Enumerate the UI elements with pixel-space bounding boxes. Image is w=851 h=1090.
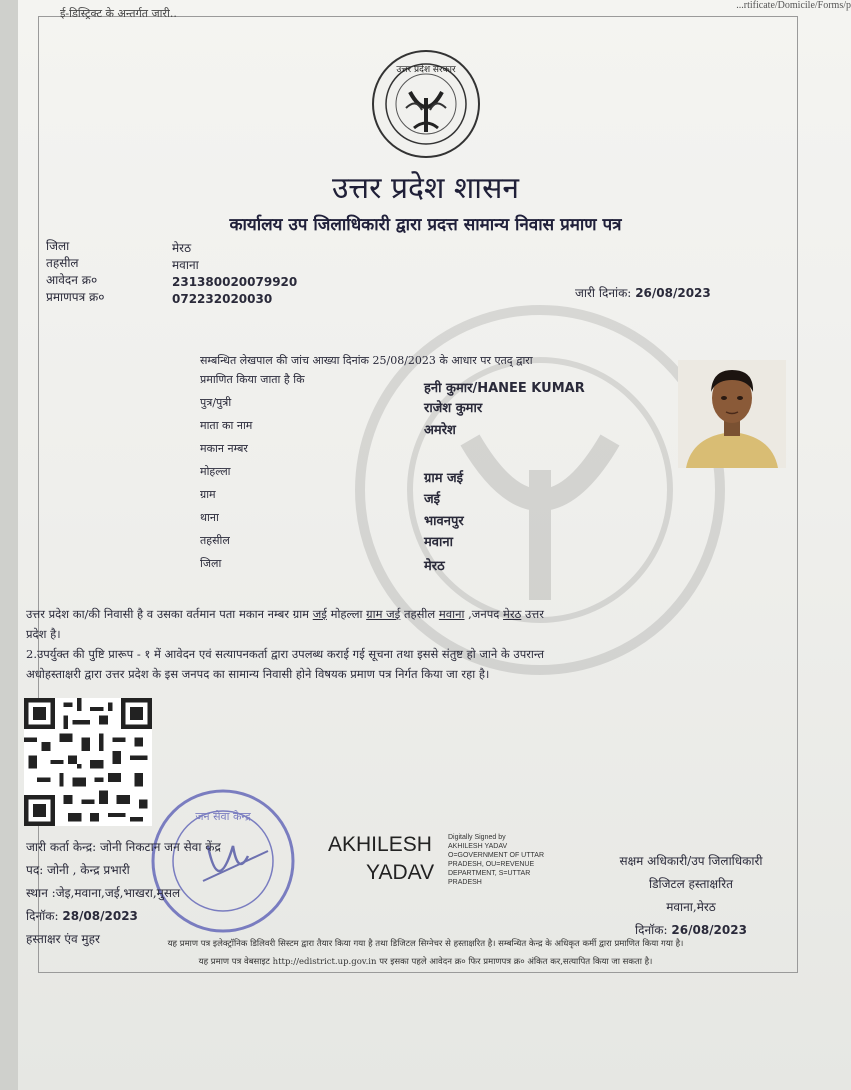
meta-value-certificate-no: 072232020030: [172, 292, 273, 306]
issuer-post: पद: जोनी , केन्द्र प्रभारी: [26, 863, 130, 877]
field-label-district: जिला: [200, 557, 222, 570]
field-value-tehsil: मवाना: [424, 535, 453, 550]
issuer-block: [26, 836, 221, 951]
meta-label-district: जिला: [46, 239, 70, 253]
issue-date: [575, 284, 711, 301]
residence-paragraph: [26, 604, 796, 644]
up-emblem-icon: [370, 48, 482, 160]
qr-code: [24, 698, 152, 826]
signer-name-line2: YADAV: [366, 861, 435, 884]
field-label-certified: प्रमाणित किया जाता है कि: [200, 373, 305, 386]
authority-block: [586, 850, 796, 942]
issuer-place: स्थान :जेइ,मवाना,जई,भाखरा,मुसल: [26, 886, 181, 900]
para1-district: मेरठ: [503, 607, 522, 621]
meta-label-certificate-no: प्रमाणपत्र क्र०: [46, 290, 105, 304]
authority-designation: सक्षम अधिकारी/उप जिलाधिकारी: [619, 854, 763, 868]
authority-date-value: 26/08/2023: [671, 923, 747, 937]
field-label-house-no: मकान नम्बर: [200, 442, 248, 455]
field-value-locality: ग्राम जई: [424, 471, 464, 486]
para1-locality: ग्राम जई: [366, 607, 401, 621]
edistrict-note: ई-डिस्ट्रिक्ट के अन्तर्गत जारी..: [60, 7, 177, 20]
digital-signature-details: [448, 833, 568, 887]
meta-value-district: मेरठ: [172, 241, 192, 255]
field-value-mother: अमरेश: [424, 423, 456, 438]
para2-line1: 2.उपर्युक्त की पुष्टि प्रारूप - १ में आवेदन एवं सत्यापनकर्ता द्वारा उपलब्ध कराई गई सूचना तथा इससे संतुष्ट हो जाने के उपरान्त: [26, 647, 545, 661]
issue-date-label: जारी दिनांक:: [575, 286, 632, 300]
para1-d: ,जनपद: [468, 607, 500, 621]
issuer-date-value: 28/08/2023: [62, 909, 138, 923]
footer-line1: यह प्रमाण पत्र इलेक्ट्रॉनिक डिलिवरी सिस्टम द्वारा तैयार किया गया है तथा डिजिटल सिग्नेचर से हस्ताक्षरित है। सम्बन्धित केन्द्र के अधिकृत कर्मी द्वारा प्रमाणित किया गया है।: [167, 939, 684, 949]
browser-url-strip: ...rtificate/Domicile/Forms/p: [736, 0, 851, 11]
meta-value-application-no: 231380020079920: [172, 275, 298, 289]
meta-label-application-no: आवेदन क्र०: [46, 273, 98, 287]
issuer-signature-label: हस्ताक्षर एंव मुहर: [26, 932, 100, 946]
para1-house: जई: [312, 607, 327, 621]
field-value-village: जई: [424, 492, 441, 507]
authority-date-label: दिनॉक:: [635, 923, 668, 937]
authority-place: मवाना,मेरठ: [666, 900, 716, 914]
dsig-line: DEPARTMENT, S=UTTAR: [448, 870, 531, 877]
field-value-district: मेरठ: [424, 559, 445, 574]
para1-e: उत्तर: [524, 607, 544, 621]
issuer-date: [26, 905, 221, 928]
issue-date-value: 26/08/2023: [635, 286, 711, 300]
para1-c: तहसील: [404, 607, 436, 621]
confirmation-paragraph: [26, 644, 796, 684]
authority-digital: डिजिटल हस्ताक्षरित: [649, 877, 733, 891]
footer-line2: यह प्रमाण पत्र वेबसाइट http://edistrict.up.gov.in पर इसका पहले आवेदन क्र० फिर प्रमाणपत्र क्र० अंकित कर,सत्यापित किया जा सकता है।: [198, 957, 653, 967]
issuer-date-label: दिनॉक:: [26, 909, 59, 923]
field-label-village: ग्राम: [200, 488, 216, 501]
field-labels: [200, 372, 305, 579]
para1-a: उत्तर प्रदेश का/की निवासी है व उसका वर्तमान पता मकान नम्बर ग्राम: [26, 607, 310, 621]
dsig-line: Digitally Signed by: [448, 834, 506, 841]
intro-text: सम्बन्धित लेखपाल की जांच आख्या दिनांक 25/08/2023 के आधार पर एतद् द्वारा: [200, 354, 533, 367]
seal-text: जन सेवा केन्द्र: [195, 810, 251, 823]
field-value-father: राजेश कुमार: [424, 401, 483, 416]
field-label-son-daughter: पुत्र/पुत्री: [200, 396, 232, 409]
para1-line2: प्रदेश है।: [26, 627, 61, 641]
field-label-tehsil: तहसील: [200, 534, 230, 547]
applicant-photo: [678, 360, 786, 468]
field-label-locality: मोहल्ला: [200, 465, 231, 478]
emblem-text: उत्तर प्रदेश सरकार: [396, 65, 456, 75]
field-value-name: हनी कुमार/HANEE KUMAR: [424, 381, 585, 396]
field-value-police-station: भावनपुर: [424, 514, 464, 529]
meta-values: [172, 240, 297, 308]
para1-b: मोहल्ला: [330, 607, 363, 621]
field-label-mother: माता का नाम: [200, 419, 253, 432]
para1-tehsil: मवाना: [438, 607, 465, 621]
signer-name-line1: AKHILESH: [328, 833, 432, 856]
certificate-subtitle: कार्यालय उप जिलाधिकारी द्वारा प्रदत्त सामान्य निवास प्रमाण पत्र: [229, 215, 622, 235]
field-label-police-station: थाना: [200, 511, 219, 524]
dsig-line: AKHILESH YADAV: [448, 843, 508, 850]
para2-line2: अधोहस्ताक्षरी द्वारा उत्तर प्रदेश के इस जनपद का सामान्य निवासी होने विषयक प्रमाण पत्र निर्गत किया जा रहा है।: [26, 667, 490, 681]
meta-labels: [46, 238, 105, 306]
dsig-line: PRADESH: [448, 879, 482, 886]
dsig-line: PRADESH, OU=REVENUE: [448, 861, 535, 868]
meta-value-tehsil: मवाना: [172, 258, 199, 272]
dsig-line: O=GOVERNMENT OF UTTAR: [448, 852, 544, 859]
page-title: उत्तर प्रदेश शासन: [331, 171, 519, 206]
issuer-center: जारी कर्ता केन्द्र: जोनी निकटान जन सेवा केंद्र: [26, 840, 221, 854]
meta-label-tehsil: तहसील: [46, 256, 79, 270]
